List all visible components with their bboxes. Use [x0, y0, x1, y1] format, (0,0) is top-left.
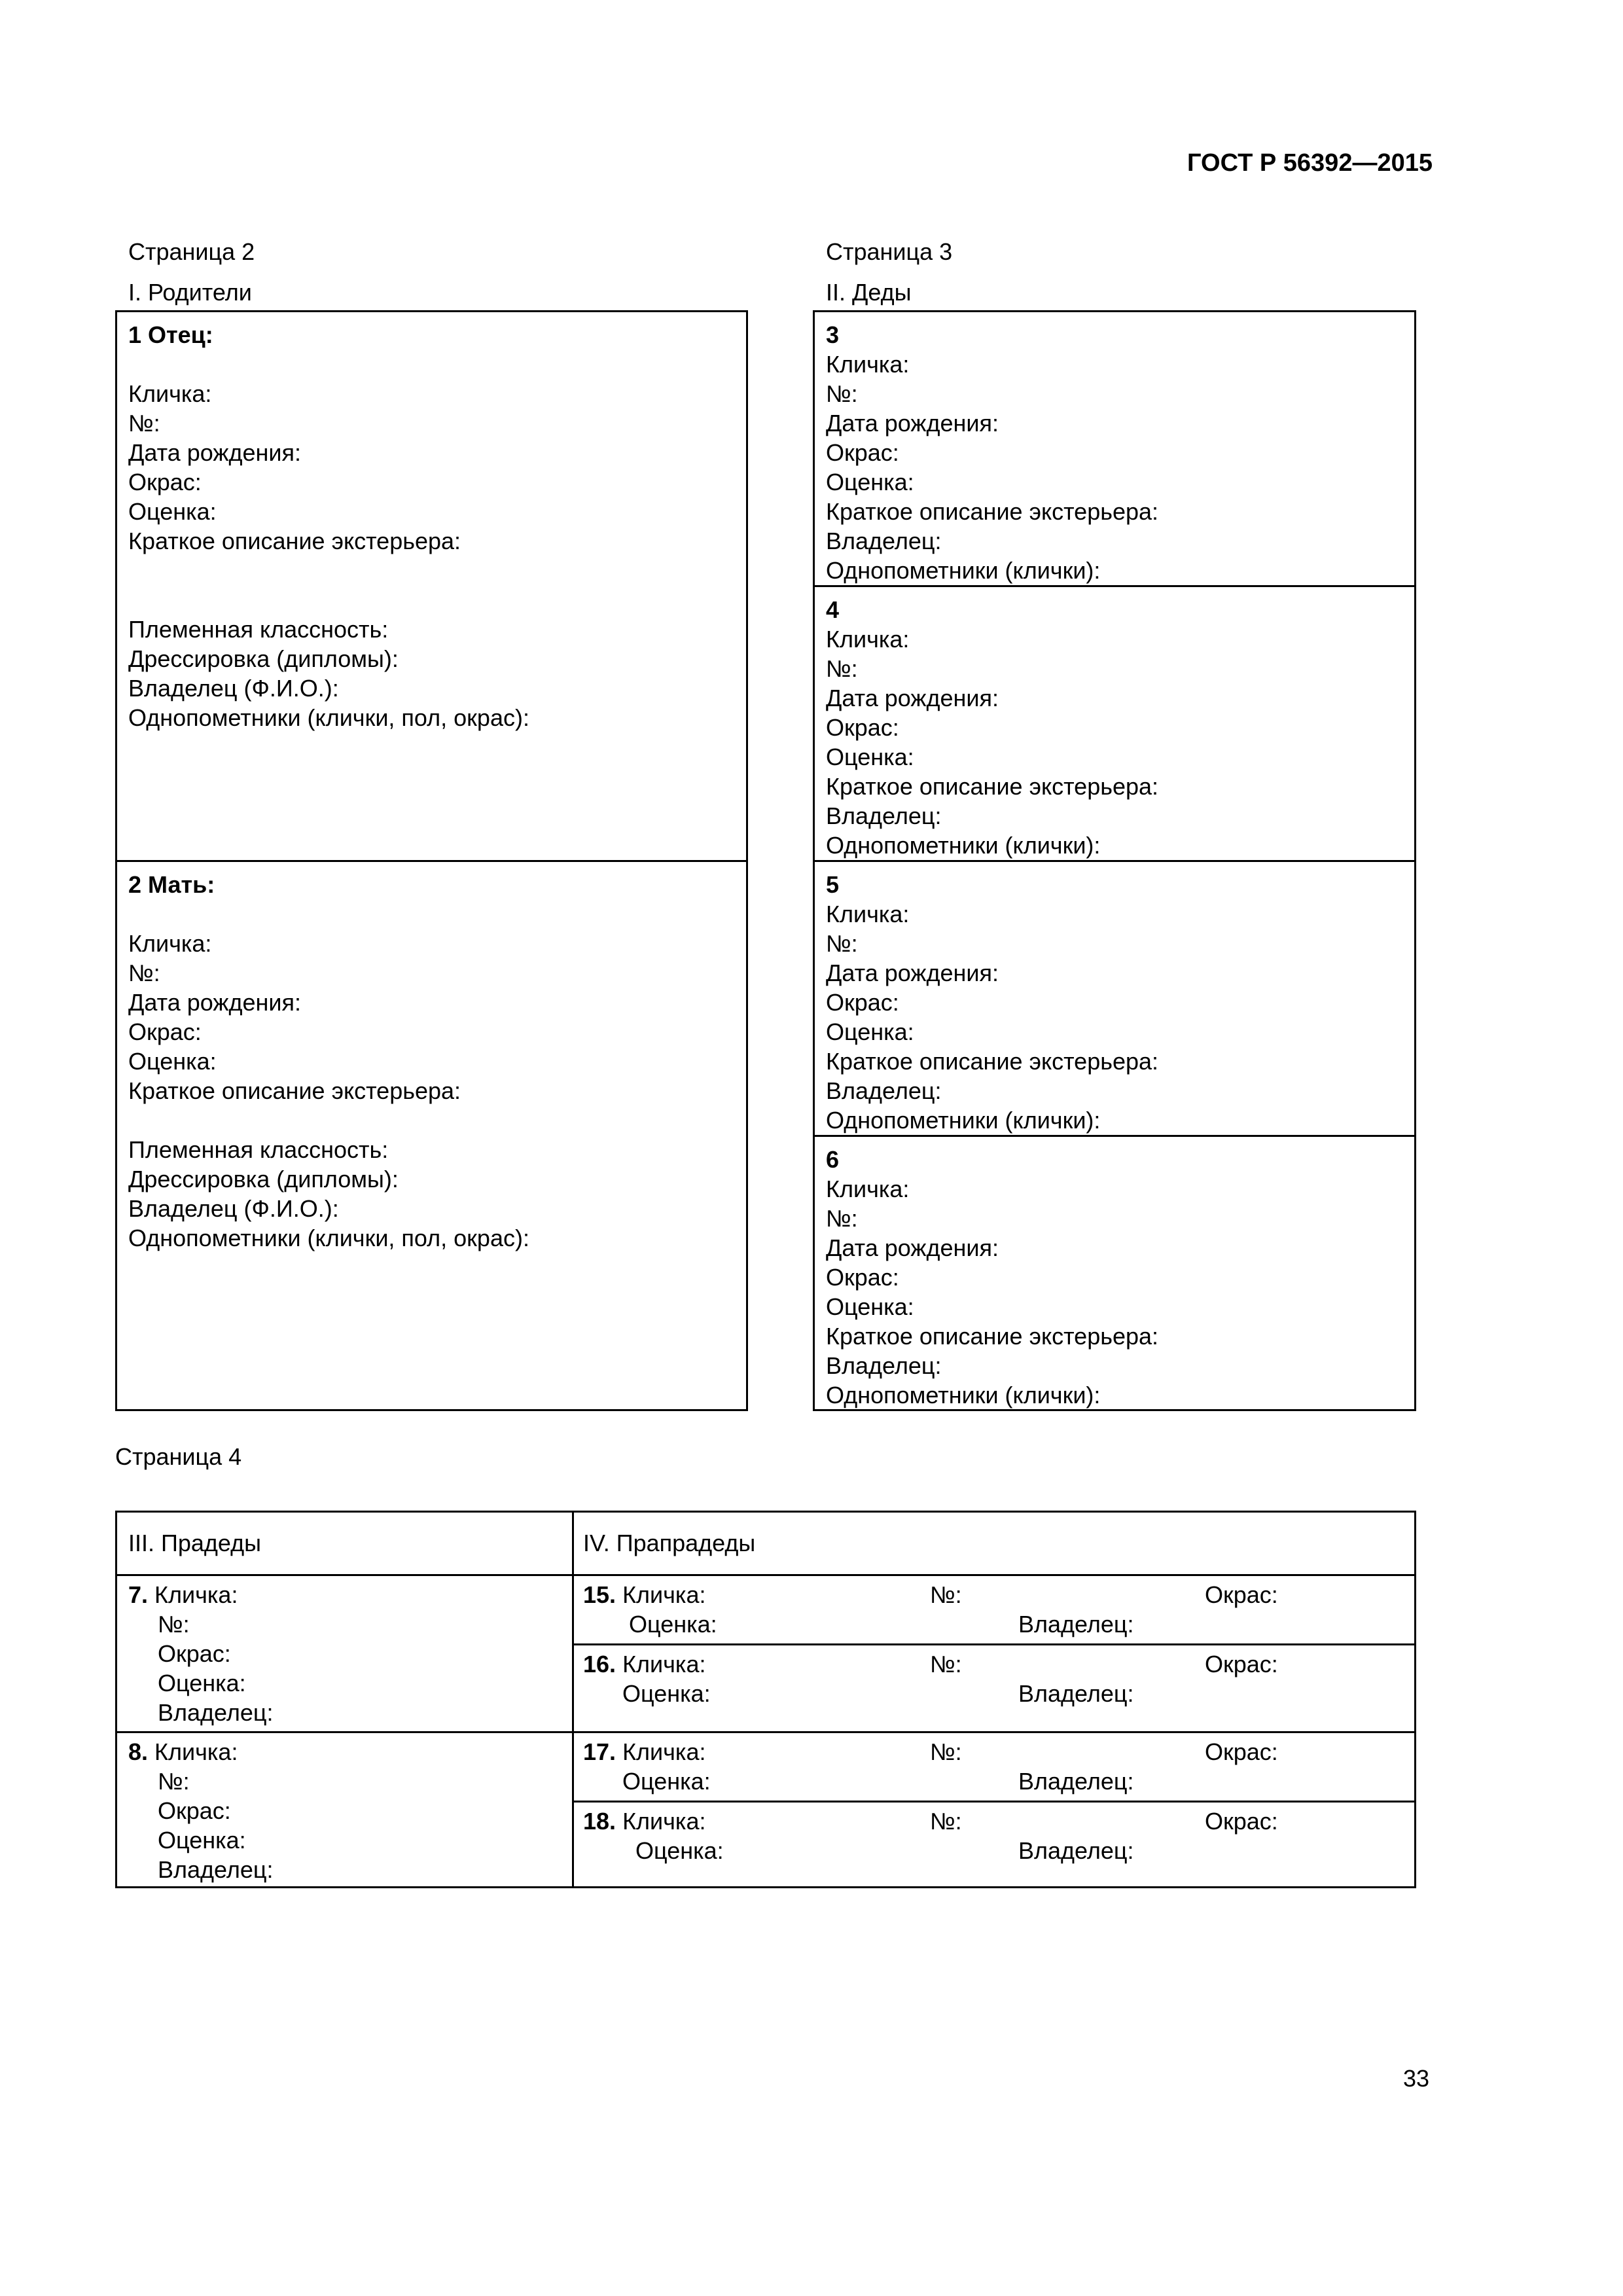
- ggp-num-field: №:: [930, 1808, 962, 1835]
- father-heading: 1 Отец:: [128, 321, 213, 348]
- great-grandparent-number: 8.: [128, 1738, 149, 1765]
- grandparent-box-3: [813, 310, 1416, 587]
- page3-section: II. Деды: [826, 279, 912, 306]
- mother-field: Дата рождения:: [128, 989, 301, 1016]
- grandparent-box-4: [813, 585, 1416, 862]
- great-great-grandparent-15: [583, 1580, 1408, 1643]
- grandparent-field: №:: [826, 380, 858, 407]
- ggp-color-field: Окрас:: [1205, 1738, 1278, 1765]
- grandparent-field: №:: [826, 1205, 858, 1232]
- grandparent-number: 4: [826, 596, 840, 623]
- grandparent-field: Оценка:: [826, 1293, 914, 1320]
- father-field: Однопометники (клички, пол, окрас):: [128, 704, 529, 731]
- mother-heading: 2 Мать:: [128, 871, 215, 898]
- grandparent-box-6: [813, 1135, 1416, 1411]
- ggp-color-field: Окрас:: [1205, 1808, 1278, 1835]
- great-grandparent-number: 7.: [128, 1581, 149, 1608]
- ggp-name-field: Кличка:: [622, 1808, 706, 1835]
- mother-field: Владелец (Ф.И.О.):: [128, 1195, 339, 1222]
- grandparent-field: Оценка:: [826, 1018, 914, 1045]
- father-field: Племенная классность:: [128, 616, 389, 643]
- great-great-grandparent-16: [583, 1649, 1408, 1712]
- grandparent-box-5: [813, 860, 1416, 1137]
- great-grandparent-7: [128, 1580, 274, 1727]
- great-grandparent-field: Владелец:: [158, 1856, 274, 1883]
- page-number: 33: [1402, 2065, 1429, 2092]
- grandparent-field: №:: [826, 655, 858, 682]
- great-grandparent-8: [128, 1737, 274, 1884]
- grandparent-field: Кличка:: [826, 626, 910, 653]
- father-field: Оценка:: [128, 498, 217, 525]
- page3-title: Страница 3: [826, 238, 953, 265]
- page2-section: I. Родители: [128, 279, 252, 306]
- table-subrow-divider: [572, 1801, 1414, 1803]
- grandparent-field: Кличка:: [826, 351, 910, 378]
- father-field: Окрас:: [128, 469, 202, 495]
- col-header-great-great-grandparents: IV. Прапрадеды: [583, 1530, 756, 1556]
- grandparent-field: Владелец:: [826, 1077, 942, 1104]
- grandparent-field: Владелец:: [826, 802, 942, 829]
- mother-field: Племенная классность:: [128, 1136, 389, 1163]
- great-grandparent-field: Оценка:: [158, 1827, 246, 1854]
- grandparent-field: №:: [826, 930, 858, 957]
- great-grandparent-field: Кличка:: [154, 1581, 238, 1608]
- page2-title: Страница 2: [128, 238, 255, 265]
- ggp-score-field: Оценка:: [629, 1611, 717, 1638]
- mother-field: Оценка:: [128, 1048, 217, 1075]
- ggp-number: 16.: [583, 1651, 616, 1677]
- mother-field: Дрессировка (дипломы):: [128, 1166, 399, 1193]
- page4-title: Страница 4: [115, 1443, 242, 1470]
- father-field: Краткое описание экстерьера:: [128, 528, 461, 554]
- mother-box: [115, 860, 748, 1411]
- ggp-name-field: Кличка:: [622, 1581, 706, 1608]
- grandparent-field: Однопометники (клички):: [826, 832, 1101, 859]
- great-grandparent-field: №:: [158, 1611, 190, 1638]
- grandparent-field: Дата рождения:: [826, 685, 999, 711]
- grandparent-field: Дата рождения:: [826, 960, 999, 986]
- grandparent-field: Однопометники (клички):: [826, 557, 1101, 584]
- mother-field: Однопометники (клички, пол, окрас):: [128, 1225, 529, 1251]
- grandparent-field: Краткое описание экстерьера:: [826, 1048, 1159, 1075]
- ggp-number: 17.: [583, 1738, 616, 1765]
- father-field: Дрессировка (дипломы):: [128, 645, 399, 672]
- table-subrow-divider: [572, 1643, 1414, 1645]
- great-great-grandparent-17: [583, 1737, 1408, 1800]
- great-grandparent-field: №:: [158, 1768, 190, 1795]
- father-field: Кличка:: [128, 380, 212, 407]
- mother-field: №:: [128, 960, 160, 986]
- ggp-score-field: Оценка:: [635, 1837, 724, 1864]
- grandparent-field: Однопометники (клички):: [826, 1107, 1101, 1134]
- great-grandparent-field: Окрас:: [158, 1640, 231, 1667]
- ggp-name-field: Кличка:: [622, 1651, 706, 1677]
- grandparent-field: Окрас:: [826, 439, 899, 466]
- grandparent-field: Окрас:: [826, 989, 899, 1016]
- grandparent-field: Кличка:: [826, 1175, 910, 1202]
- ggp-owner-field: Владелец:: [1018, 1837, 1134, 1864]
- ggp-num-field: №:: [930, 1651, 962, 1677]
- grandparent-field: Окрас:: [826, 1264, 899, 1291]
- table-row-divider: [117, 1731, 1414, 1733]
- mother-field: Окрас:: [128, 1018, 202, 1045]
- great-great-grandparent-18: [583, 1806, 1408, 1869]
- grandparent-field: Краткое описание экстерьера:: [826, 1323, 1159, 1350]
- ggp-owner-field: Владелец:: [1018, 1768, 1134, 1795]
- ggp-name-field: Кличка:: [622, 1738, 706, 1765]
- great-grandparent-field: Владелец:: [158, 1699, 274, 1726]
- father-field: Владелец (Ф.И.О.):: [128, 675, 339, 702]
- grandparent-field: Однопометники (клички):: [826, 1382, 1101, 1408]
- great-grandparent-field: Окрас:: [158, 1797, 231, 1824]
- father-field: №:: [128, 410, 160, 437]
- mother-field: Краткое описание экстерьера:: [128, 1077, 461, 1104]
- grandparent-number: 5: [826, 871, 840, 898]
- grandparent-number: 3: [826, 321, 840, 348]
- ggp-num-field: №:: [930, 1738, 962, 1765]
- grandparent-field: Краткое описание экстерьера:: [826, 498, 1159, 525]
- mother-field: Кличка:: [128, 930, 212, 957]
- grandparent-field: Краткое описание экстерьера:: [826, 773, 1159, 800]
- grandparent-field: Дата рождения:: [826, 410, 999, 437]
- ggp-score-field: Оценка:: [622, 1680, 711, 1707]
- father-box: [115, 310, 748, 862]
- grandparent-field: Владелец:: [826, 1352, 942, 1379]
- grandparent-field: Кличка:: [826, 901, 910, 927]
- ggp-owner-field: Владелец:: [1018, 1680, 1134, 1707]
- ggp-color-field: Окрас:: [1205, 1651, 1278, 1677]
- ancestors-table: [115, 1511, 1416, 1888]
- great-grandparent-field: Кличка:: [154, 1738, 238, 1765]
- great-grandparent-field: Оценка:: [158, 1670, 246, 1696]
- table-header-divider: [117, 1574, 1414, 1576]
- ggp-number: 18.: [583, 1808, 616, 1835]
- grandparent-field: Дата рождения:: [826, 1234, 999, 1261]
- grandparent-field: Оценка:: [826, 744, 914, 770]
- document-standard: ГОСТ Р 56392—2015: [1187, 149, 1433, 177]
- ggp-color-field: Окрас:: [1205, 1581, 1278, 1608]
- grandparent-field: Владелец:: [826, 528, 942, 554]
- grandparent-number: 6: [826, 1146, 840, 1173]
- ggp-num-field: №:: [930, 1581, 962, 1608]
- ggp-owner-field: Владелец:: [1018, 1611, 1134, 1638]
- ggp-score-field: Оценка:: [622, 1768, 711, 1795]
- grandparent-field: Окрас:: [826, 714, 899, 741]
- table-column-divider: [572, 1513, 574, 1886]
- grandparent-field: Оценка:: [826, 469, 914, 495]
- ggp-number: 15.: [583, 1581, 616, 1608]
- father-field: Дата рождения:: [128, 439, 301, 466]
- col-header-great-grandparents: III. Прадеды: [128, 1530, 262, 1556]
